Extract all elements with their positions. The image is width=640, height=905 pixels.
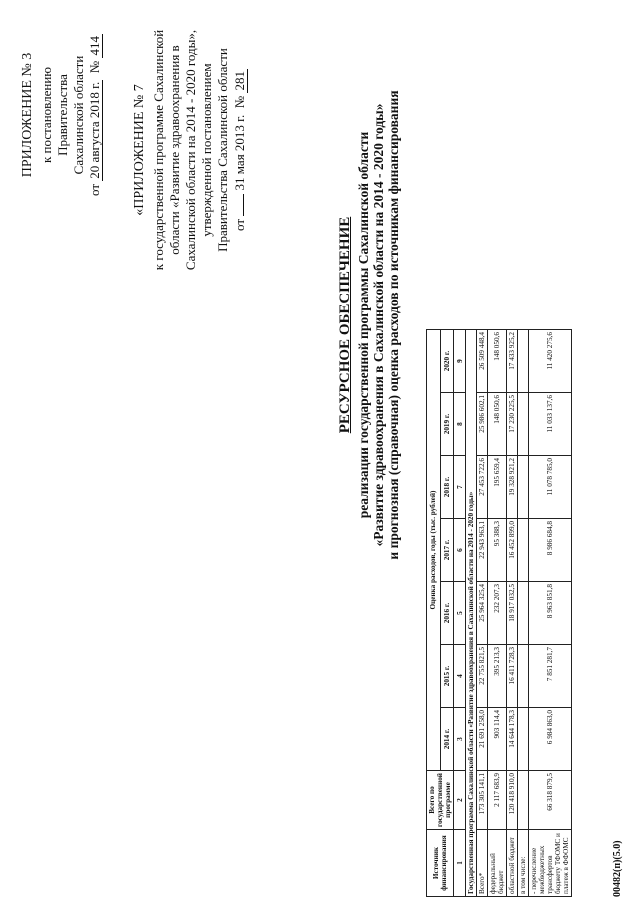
row-label: Всего*	[477, 830, 488, 897]
row-value: 22 943 963,1	[477, 519, 488, 582]
header-year: 2017 г.	[440, 519, 454, 582]
row-value	[518, 582, 529, 645]
row-value: 148 050,6	[488, 393, 507, 456]
annex-date-underline	[231, 194, 244, 216]
row-value: 18 917 032,5	[507, 582, 518, 645]
row-value	[518, 456, 529, 519]
row-value: 8 963 851,8	[529, 582, 572, 645]
heading-line-2: реализации государственной программы Сахалинской области	[356, 131, 371, 519]
header-year: 2018 г.	[440, 456, 454, 519]
header-year: 2015 г.	[440, 645, 454, 708]
annex-number: 281	[232, 71, 247, 91]
row-value: 395 213,3	[488, 645, 507, 708]
column-number: 7	[454, 456, 466, 519]
row-value: 195 659,4	[488, 456, 507, 519]
table-row	[488, 330, 507, 897]
row-value: 16 411 728,3	[507, 645, 518, 708]
row-label: в том числе:	[518, 830, 529, 897]
section-title: Государственная программа Сахалинской области «Развитие здравоохранения в Сахалинской области на 2014 - 2020 годы»	[466, 330, 477, 897]
header-years-group: Оценка расходов, годы (тыс. рублей)	[427, 330, 441, 771]
resource-table-container	[426, 329, 572, 897]
table-row	[477, 330, 488, 897]
row-value: 66 318 879,5	[529, 771, 572, 830]
header-year: 2020 г.	[440, 330, 454, 393]
header-source: Источник финансирования	[427, 830, 454, 897]
row-value: 14 644 178,3	[507, 708, 518, 771]
row-label: областной бюджет	[507, 830, 518, 897]
annex-from-prefix: от	[232, 218, 247, 231]
row-value: 903 114,4	[488, 708, 507, 771]
table-row	[529, 330, 572, 897]
header-year: 2016 г.	[440, 582, 454, 645]
column-number: 1	[454, 830, 466, 897]
column-number: 9	[454, 330, 466, 393]
row-value: 25 964 325,4	[477, 582, 488, 645]
table-body	[466, 330, 572, 897]
annex-line-3: Сахалинской области на 2014 - 2020 годы»,	[183, 29, 198, 271]
row-value: 11 033 137,6	[529, 393, 572, 456]
decree-title: ПРИЛОЖЕНИЕ № 3	[20, 52, 35, 178]
row-value: 27 453 722,6	[477, 456, 488, 519]
row-value: 148 050,6	[488, 330, 507, 393]
row-value: 7 851 281,7	[529, 645, 572, 708]
decree-date-line	[87, 25, 103, 205]
row-value: 120 418 910,0	[507, 771, 518, 830]
row-label: федеральный бюджет	[488, 830, 507, 897]
table-row	[507, 330, 518, 897]
row-value: 26 509 448,4	[477, 330, 488, 393]
annex-date: 31 мая 2013 г.	[232, 114, 247, 191]
program-annex-block	[132, 25, 248, 275]
heading-title: РЕСУРСНОЕ ОБЕСПЕЧЕНИЕ	[337, 216, 353, 434]
annex-title: «ПРИЛОЖЕНИЕ № 7	[132, 84, 147, 216]
row-value	[518, 645, 529, 708]
decree-number: 414	[87, 36, 102, 56]
document-code: 00482(п)(5.0)	[612, 840, 623, 897]
heading-line-4: и прогнозная (справочная) оценка расходов по источникам финансирования	[386, 90, 401, 560]
row-value: 17 230 225,5	[507, 393, 518, 456]
heading-line-3: «Развитие здравоохранения в Сахалинской области на 2014 - 2020 годы»	[371, 103, 386, 547]
annex-no-label: №	[232, 95, 247, 109]
decree-line-2: Сахалинской области	[71, 55, 86, 175]
column-number: 8	[454, 393, 466, 456]
row-value: 6 984 863,0	[529, 708, 572, 771]
row-value	[518, 708, 529, 771]
decree-line-1: к постановлению Правительства	[39, 66, 70, 164]
row-value	[518, 519, 529, 582]
row-value: 19 328 921,2	[507, 456, 518, 519]
header-year: 2014 г.	[440, 708, 454, 771]
annex-line-4: утвержденной постановлением	[199, 63, 214, 237]
row-value: 2 117 683,9	[488, 771, 507, 830]
column-number-row	[454, 330, 466, 897]
section-row	[466, 330, 477, 897]
decree-from-prefix: от	[87, 183, 102, 196]
row-value	[518, 330, 529, 393]
annex-line-1: к государственной программе Сахалинской	[151, 29, 166, 271]
column-number: 3	[454, 708, 466, 771]
column-number: 2	[454, 771, 466, 830]
row-value: 11 078 785,0	[529, 456, 572, 519]
row-value	[518, 771, 529, 830]
row-value: 11 420 275,6	[529, 330, 572, 393]
header-total: Всего по государственной программе	[427, 771, 454, 830]
table-row	[518, 330, 529, 897]
row-value	[518, 393, 529, 456]
row-value: 16 452 899,0	[507, 519, 518, 582]
row-value: 173 305 141,1	[477, 771, 488, 830]
row-label: - перечисление межбюджетных трансфертов бюджету ТФОМС и платеж в ФФОМС	[529, 830, 572, 897]
column-number: 4	[454, 645, 466, 708]
decree-date: 20 августа 2018 г.	[87, 81, 102, 179]
decree-no-label: №	[87, 60, 102, 74]
column-number: 6	[454, 519, 466, 582]
row-value: 17 433 925,2	[507, 330, 518, 393]
annex-date-line	[231, 25, 248, 275]
row-value: 8 986 684,8	[529, 519, 572, 582]
row-value: 25 986 602,1	[477, 393, 488, 456]
header-year: 2019 г.	[440, 393, 454, 456]
row-value: 95 388,3	[488, 519, 507, 582]
document-heading	[338, 65, 401, 585]
annex-line-2: области «Развитие здравоохранения в	[167, 45, 182, 255]
annex-line-5: Правительства Сахалинской области	[215, 48, 230, 252]
column-number: 5	[454, 582, 466, 645]
resource-table	[426, 329, 572, 897]
decree-annex-block	[20, 25, 103, 205]
row-value: 21 691 258,0	[477, 708, 488, 771]
row-value: 22 755 821,5	[477, 645, 488, 708]
row-value: 232 207,3	[488, 582, 507, 645]
